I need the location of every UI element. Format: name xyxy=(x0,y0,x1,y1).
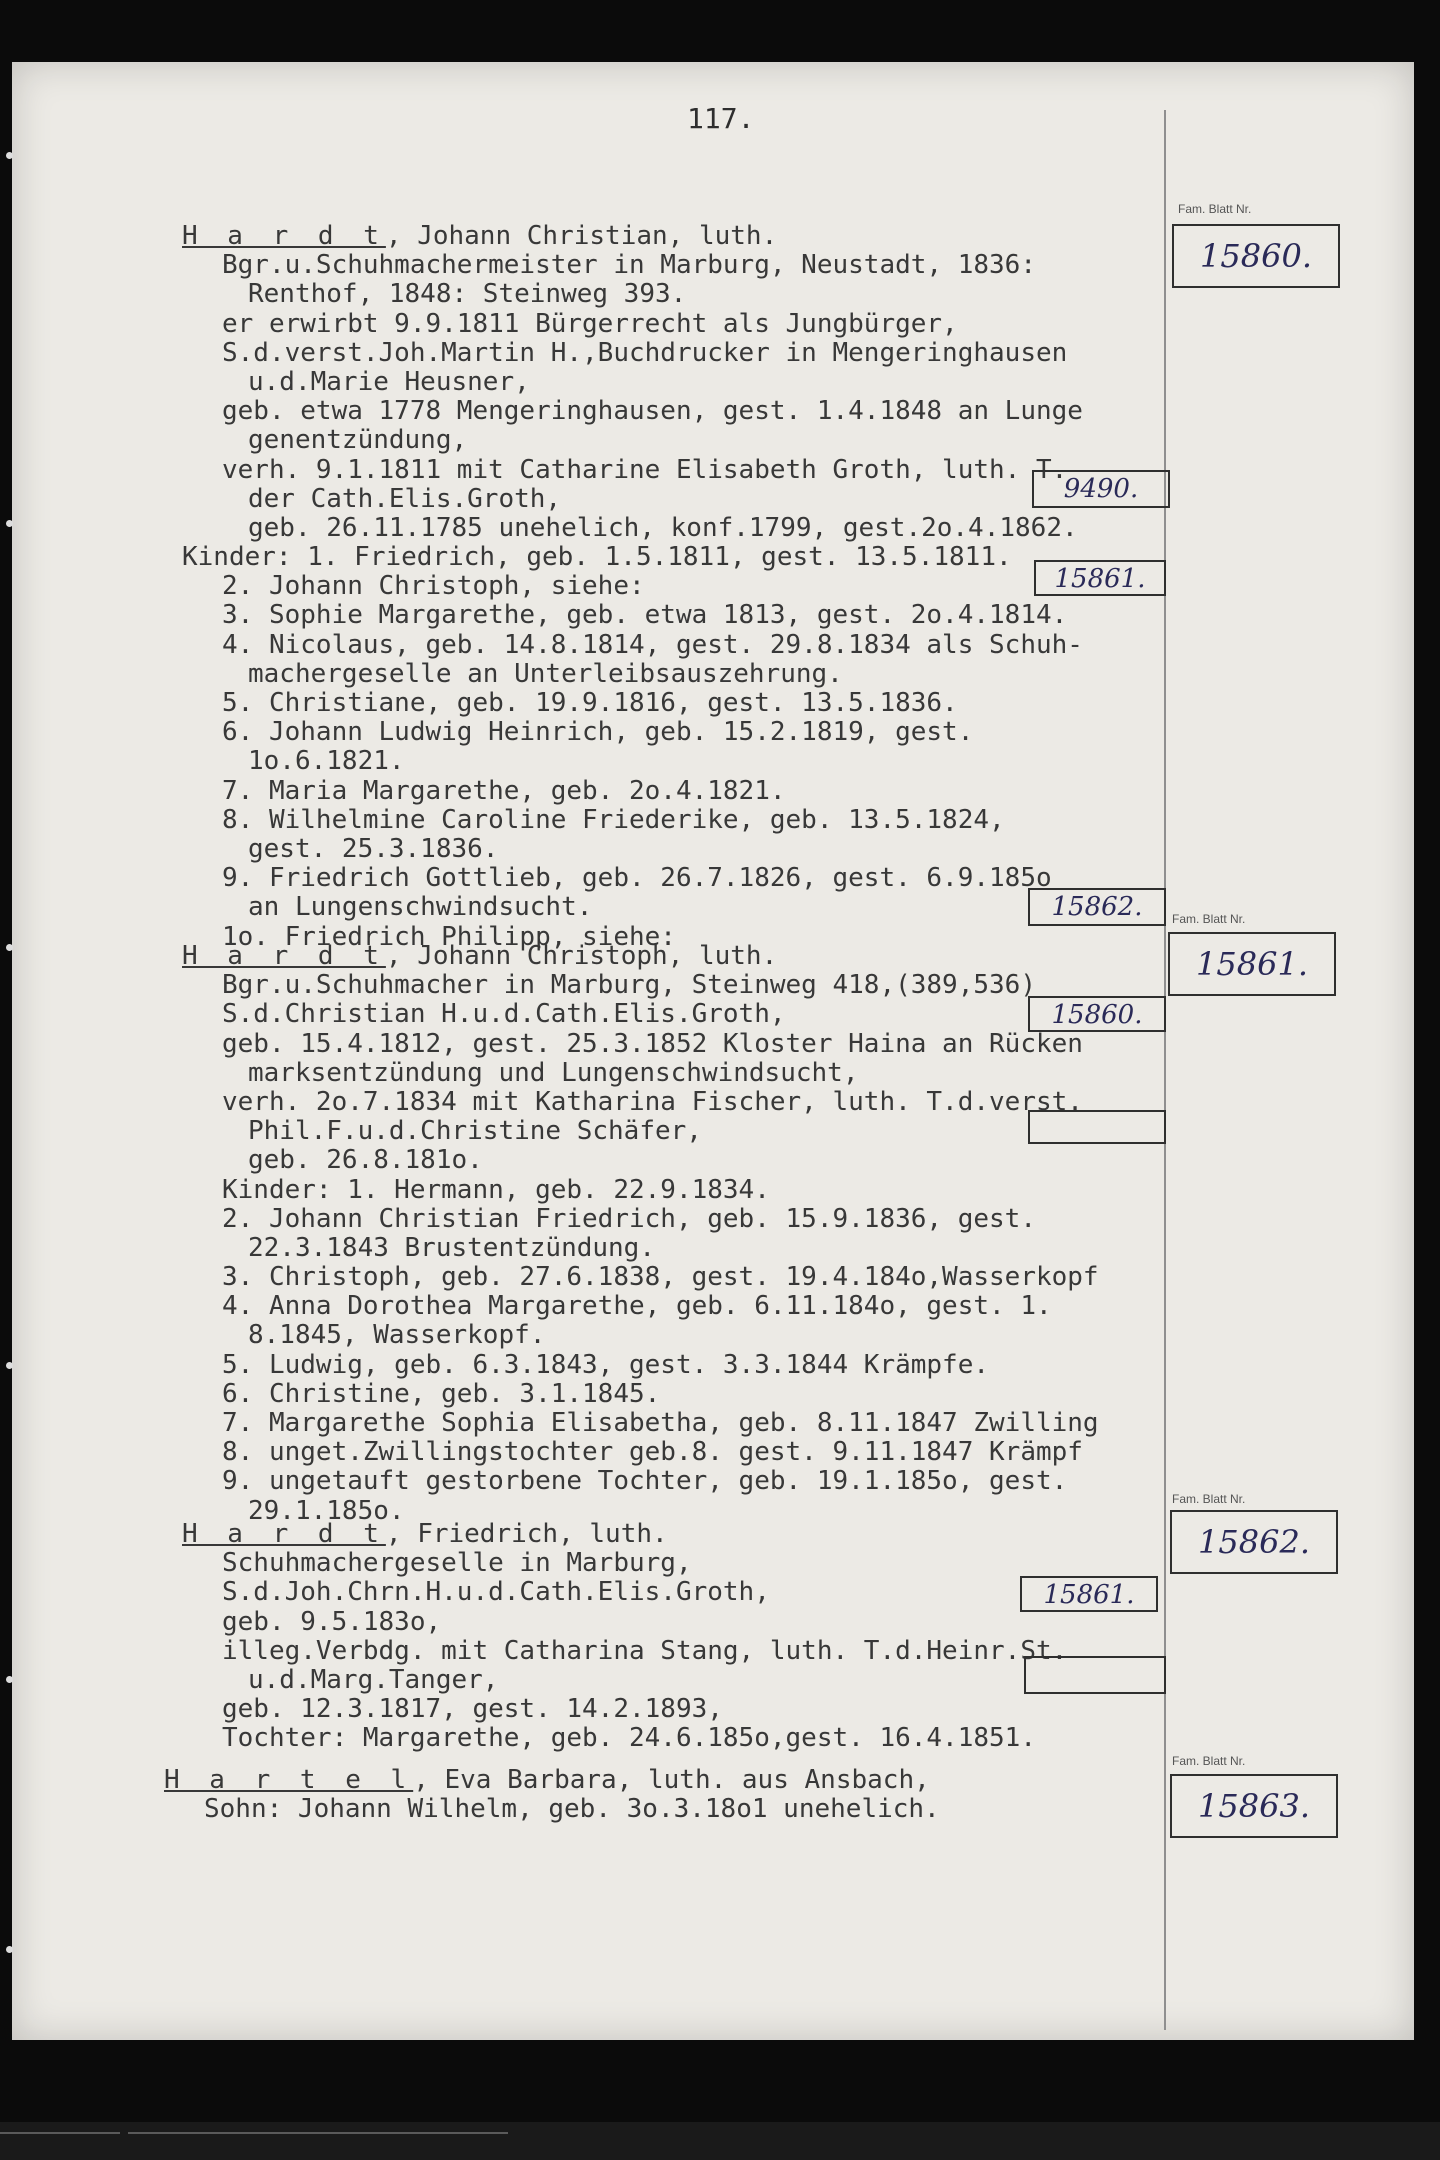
text-line: 8. Wilhelmine Caroline Friederike, geb. 13.5.1824, xyxy=(222,804,1005,835)
text-line: u.d.Marie Heusner, xyxy=(248,366,530,397)
binder-hole xyxy=(6,152,13,159)
text-line: gest. 25.3.1836. xyxy=(248,833,499,864)
family-number-box: 15863. xyxy=(1170,1774,1338,1838)
document-page xyxy=(12,62,1414,2040)
reference-box: 15861. xyxy=(1034,560,1166,596)
text-line: genentzündung, xyxy=(248,425,468,456)
text-line: 29.1.185o. xyxy=(248,1495,405,1526)
text-line: verh. 9.1.1811 mit Catharine Elisabeth Groth, luth. T. xyxy=(222,454,1068,485)
text-line: Kinder: 1. Friedrich, geb. 1.5.1811, gest. 13.5.1811. xyxy=(182,542,1012,573)
text-line: 4. Nicolaus, geb. 14.8.1814, gest. 29.8.1834 als Schuh- xyxy=(222,629,1083,660)
binder-hole xyxy=(6,1676,13,1683)
page-number: 117. xyxy=(687,102,755,135)
heading-rest: , Johann Christian, luth. xyxy=(385,221,778,251)
text-line: 2. Johann Christian Friedrich, geb. 15.9.1836, gest. xyxy=(222,1203,1036,1234)
family-number-box: 15860. xyxy=(1172,224,1340,288)
text-line: marksentzündung und Lungenschwindsucht, xyxy=(248,1057,859,1088)
text-line: Sohn: Johann Wilhelm, geb. 3o.3.18o1 unehelich. xyxy=(204,1794,940,1825)
text-line: Tochter: Margarethe, geb. 24.6.185o,gest. 16.4.1851. xyxy=(222,1723,1036,1754)
entry-hartel xyxy=(164,1766,940,1824)
family-number-box: 15861. xyxy=(1168,932,1336,996)
entry-johann-christoph xyxy=(182,942,1099,1526)
text-line: 2. Johann Christoph, siehe: xyxy=(222,571,645,602)
text-line: geb. etwa 1778 Mengeringhausen, gest. 1.4.1848 an Lunge xyxy=(222,396,1083,427)
text-line: Schuhmachergeselle in Marburg, xyxy=(222,1548,692,1579)
binder-hole xyxy=(6,1362,13,1369)
text-line: 6. Christine, geb. 3.1.1845. xyxy=(222,1378,661,1409)
text-line: 1o. Friedrich Philipp, siehe: xyxy=(222,921,676,952)
surname: H a r d t xyxy=(182,941,386,971)
text-line: 1o.6.1821. xyxy=(248,746,405,777)
text-line: geb. 9.5.183o, xyxy=(222,1606,442,1637)
reference-box: 15861. xyxy=(1020,1576,1158,1612)
text-line: der Cath.Elis.Groth, xyxy=(248,483,562,514)
text-line: geb. 15.4.1812, gest. 25.3.1852 Kloster Haina an Rücken xyxy=(222,1028,1083,1059)
text-line: geb. 26.8.181o. xyxy=(248,1145,483,1176)
text-line: Renthof, 1848: Steinweg 393. xyxy=(248,279,687,310)
text-line: 3. Christoph, geb. 27.6.1838, gest. 19.4.184o,Wasserkopf xyxy=(222,1262,1099,1293)
surname: H a r d t xyxy=(182,221,386,251)
binder-hole xyxy=(6,520,13,527)
text-line: 8. unget.Zwillingstochter geb.8. gest. 9.11.1847 Krämpf xyxy=(222,1437,1083,1468)
text-line: Bgr.u.Schuhmacher in Marburg, Steinweg 418,(389,536) xyxy=(222,970,1036,1001)
text-line: S.d.verst.Joh.Martin H.,Buchdrucker in Mengeringhausen xyxy=(222,337,1068,368)
text-line: S.d.Joh.Chrn.H.u.d.Cath.Elis.Groth, xyxy=(222,1577,770,1608)
text-line: machergeselle an Unterleibsauszehrung. xyxy=(248,658,843,689)
text-line: illeg.Verbdg. mit Catharina Stang, luth. T.d.Heinr.St. xyxy=(222,1635,1068,1666)
text-line: Bgr.u.Schuhmachermeister in Marburg, Neustadt, 1836: xyxy=(222,250,1036,281)
text-line: 9. Friedrich Gottlieb, geb. 26.7.1826, gest. 6.9.185o xyxy=(222,863,1052,894)
reference-box: 15860. xyxy=(1028,996,1166,1032)
text-line: u.d.Marg.Tanger, xyxy=(248,1664,499,1695)
surname: H a r t e l xyxy=(164,1765,414,1795)
fam-label: Fam. Blatt Nr. xyxy=(1172,912,1246,926)
fam-label: Fam. Blatt Nr. xyxy=(1172,1492,1246,1506)
text-line: 5. Ludwig, geb. 6.3.1843, gest. 3.3.1844 Krämpfe. xyxy=(222,1349,990,1380)
text-line: er erwirbt 9.9.1811 Bürgerrecht als Jungbürger, xyxy=(222,308,958,339)
text-line: 5. Christiane, geb. 19.9.1816, gest. 13.5.1836. xyxy=(222,688,958,718)
text-line: Kinder: 1. Hermann, geb. 22.9.1834. xyxy=(222,1174,770,1205)
empty-reference-box xyxy=(1028,1110,1166,1144)
family-number-box: 15862. xyxy=(1170,1510,1338,1574)
entry-heading xyxy=(182,1520,1067,1549)
entry-heading xyxy=(182,942,1099,971)
fam-label: Fam. Blatt Nr. xyxy=(1178,202,1252,216)
reference-box: 9490. xyxy=(1032,470,1170,508)
text-line: 8.1845, Wasserkopf. xyxy=(248,1320,546,1351)
text-line: 4. Anna Dorothea Margarethe, geb. 6.11.184o, gest. 1. xyxy=(222,1291,1052,1322)
fam-label: Fam. Blatt Nr. xyxy=(1172,1754,1246,1768)
reference-box: 15862. xyxy=(1028,888,1166,926)
binder-hole xyxy=(6,1946,13,1953)
text-line: 7. Maria Margarethe, geb. 2o.4.1821. xyxy=(222,775,786,806)
text-line: geb. 26.11.1785 unehelich, konf.1799, gest.2o.4.1862. xyxy=(248,512,1078,543)
entry-friedrich xyxy=(182,1520,1067,1754)
text-line: an Lungenschwindsucht. xyxy=(248,892,593,923)
text-line: 9. ungetauft gestorbene Tochter, geb. 19.1.185o, gest. xyxy=(222,1466,1068,1497)
text-line: geb. 12.3.1817, gest. 14.2.1893, xyxy=(222,1694,723,1725)
heading-rest: , Friedrich, luth. xyxy=(385,1519,668,1549)
text-line: verh. 2o.7.1834 mit Katharina Fischer, luth. T.d.verst. xyxy=(222,1086,1083,1117)
empty-reference-box xyxy=(1024,1656,1166,1694)
text-line: Phil.F.u.d.Christine Schäfer, xyxy=(248,1116,702,1147)
binder-hole xyxy=(6,944,13,951)
text-line: 7. Margarethe Sophia Elisabetha, geb. 8.11.1847 Zwilling xyxy=(222,1408,1099,1438)
heading-rest: , Eva Barbara, luth. aus Ansbach, xyxy=(413,1765,930,1795)
margin-rule xyxy=(1164,110,1166,2030)
text-line: S.d.Christian H.u.d.Cath.Elis.Groth, xyxy=(222,999,786,1030)
surname: H a r d t xyxy=(182,1519,386,1549)
heading-rest: , Johann Christoph, luth. xyxy=(385,941,778,971)
entry-johann-christian xyxy=(182,222,1083,952)
text-line: 6. Johann Ludwig Heinrich, geb. 15.2.1819, gest. xyxy=(222,717,974,748)
entry-heading xyxy=(164,1766,940,1795)
text-line: 22.3.1843 Brustentzündung. xyxy=(248,1232,655,1263)
scanner-edge xyxy=(0,2122,1440,2160)
text-line: 3. Sophie Margarethe, geb. etwa 1813, gest. 2o.4.1814. xyxy=(222,600,1068,631)
entry-heading xyxy=(182,222,1083,251)
